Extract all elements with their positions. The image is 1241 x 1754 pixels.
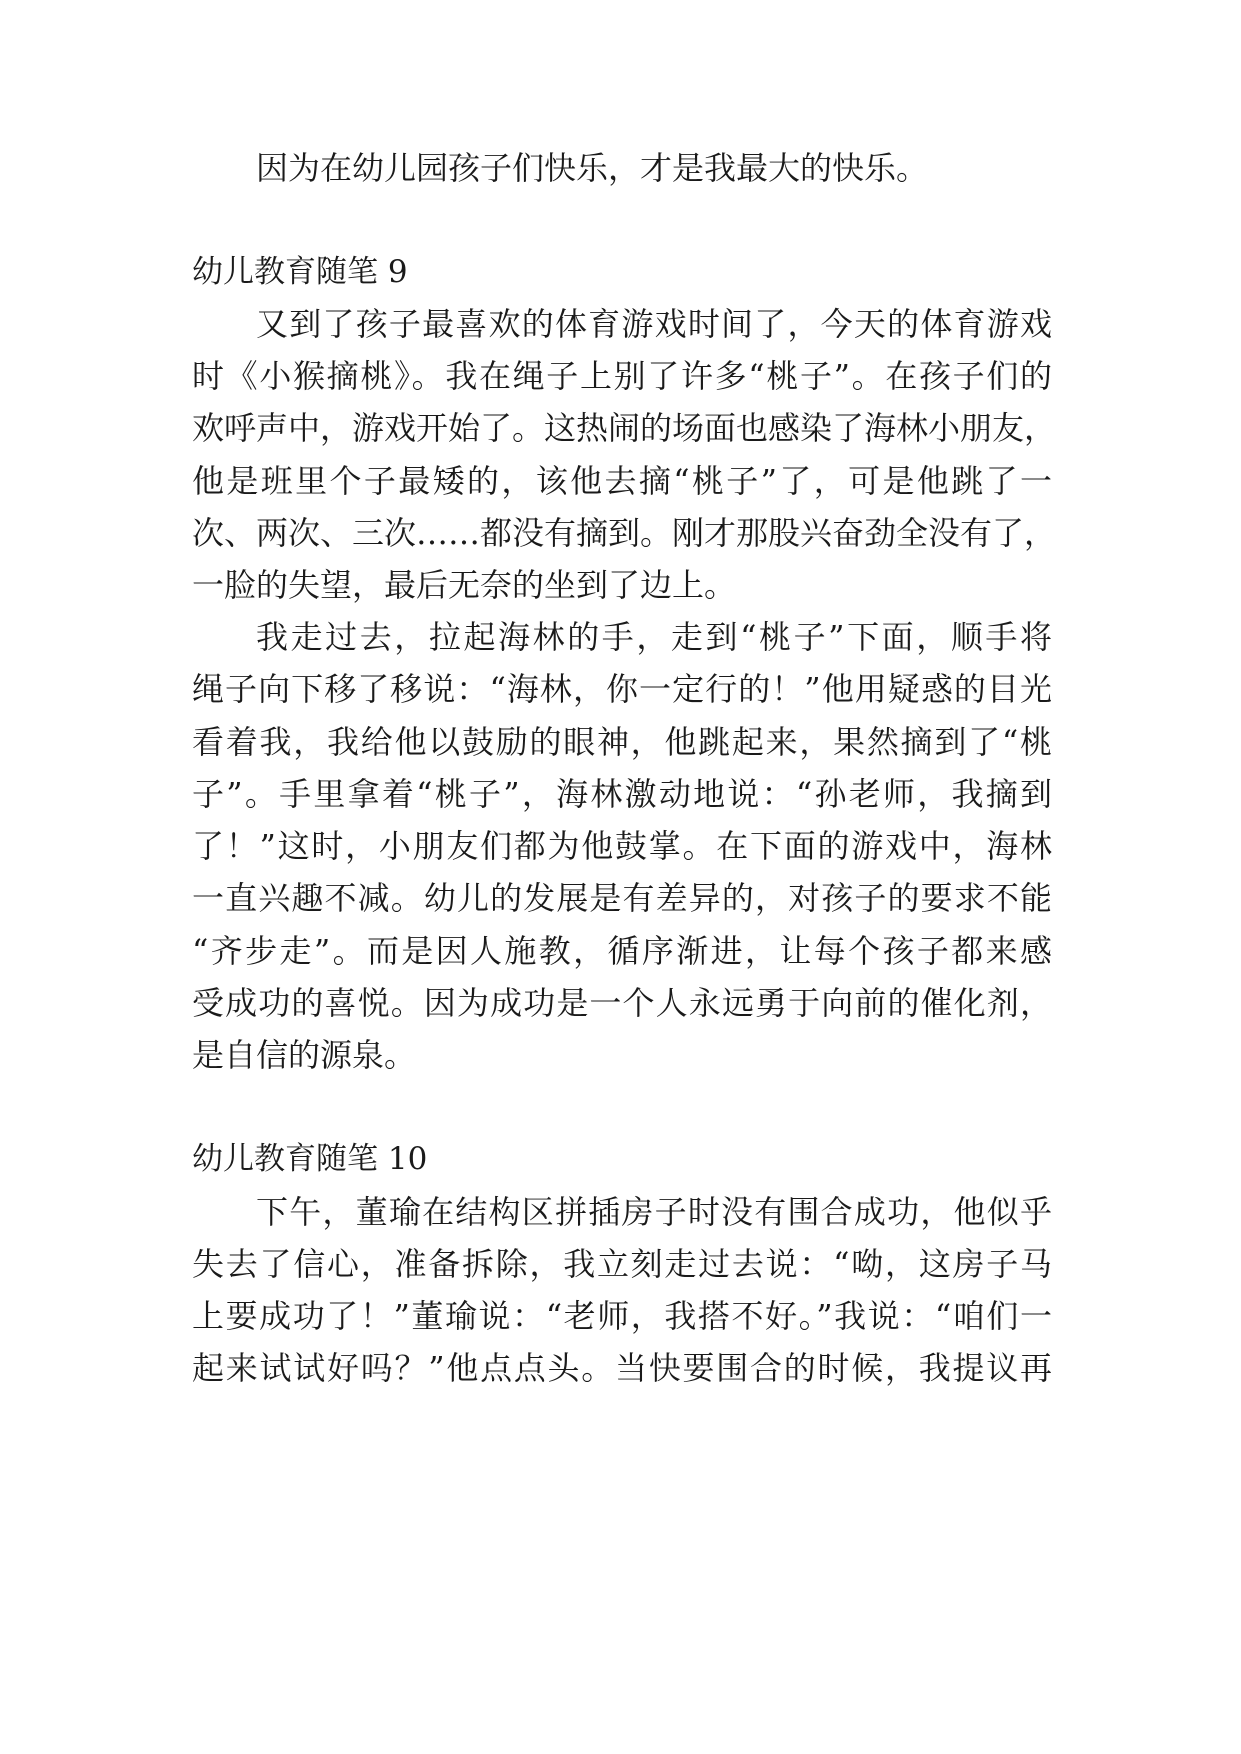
section-9-line: 次、两次、三次……都没有摘到。刚才那股兴奋劲全没有了， <box>192 514 1057 552</box>
section-9-line: 他是班里个子最矮的，该他去摘“桃子”了，可是他跳了一 <box>192 462 1052 500</box>
section-10-line: 起来试试好吗？”他点点头。当快要围合的时候，我提议再 <box>192 1349 1052 1387</box>
section-9-line: “齐步走”。而是因人施教，循序渐进，让每个孩子都来感 <box>192 932 1052 970</box>
section-9-heading: 幼儿教育随笔 9 <box>192 254 408 290</box>
section-10-heading: 幼儿教育随笔 10 <box>192 1141 428 1177</box>
section-9-line: 一脸的失望，最后无奈的坐到了边上。 <box>192 566 737 604</box>
section-9-line: 子”。手里拿着“桃子”，海林激动地说：“孙老师，我摘到 <box>192 775 1052 813</box>
section-9-line: 欢呼声中，游戏开始了。这热闹的场面也感染了海林小朋友， <box>192 409 1057 447</box>
section-10-line: 上要成功了！”董瑜说：“老师，我搭不好。”我说：“咱们一 <box>192 1297 1052 1335</box>
section-9-line: 看着我，我给他以鼓励的眼神，他跳起来，果然摘到了“桃 <box>192 723 1052 761</box>
intro-paragraph-line: 因为在幼儿园孩子们快乐，才是我最大的快乐。 <box>256 149 929 187</box>
section-9-line: 又到了孩子最喜欢的体育游戏时间了，今天的体育游戏 <box>256 305 1052 343</box>
section-9-line: 时《小猴摘桃》。我在绳子上别了许多“桃子”。在孩子们的 <box>192 357 1052 395</box>
section-9-line: 一直兴趣不减。幼儿的发展是有差异的，对孩子的要求不能 <box>192 879 1052 917</box>
section-9-line: 了！”这时，小朋友们都为他鼓掌。在下面的游戏中，海林 <box>192 827 1052 865</box>
section-10-line: 失去了信心，准备拆除，我立刻走过去说：“呦，这房子马 <box>192 1245 1052 1283</box>
section-9-line: 绳子向下移了移说：“海林，你一定行的！”他用疑惑的目光 <box>192 670 1052 708</box>
section-9-line: 受成功的喜悦。因为成功是一个人永远勇于向前的催化剂， <box>192 984 1052 1022</box>
section-9-line: 是自信的源泉。 <box>192 1036 417 1074</box>
section-9-line: 我走过去，拉起海林的手，走到“桃子”下面，顺手将 <box>256 618 1052 656</box>
section-10-line: 下午，董瑜在结构区拼插房子时没有围合成功，他似乎 <box>256 1193 1052 1231</box>
